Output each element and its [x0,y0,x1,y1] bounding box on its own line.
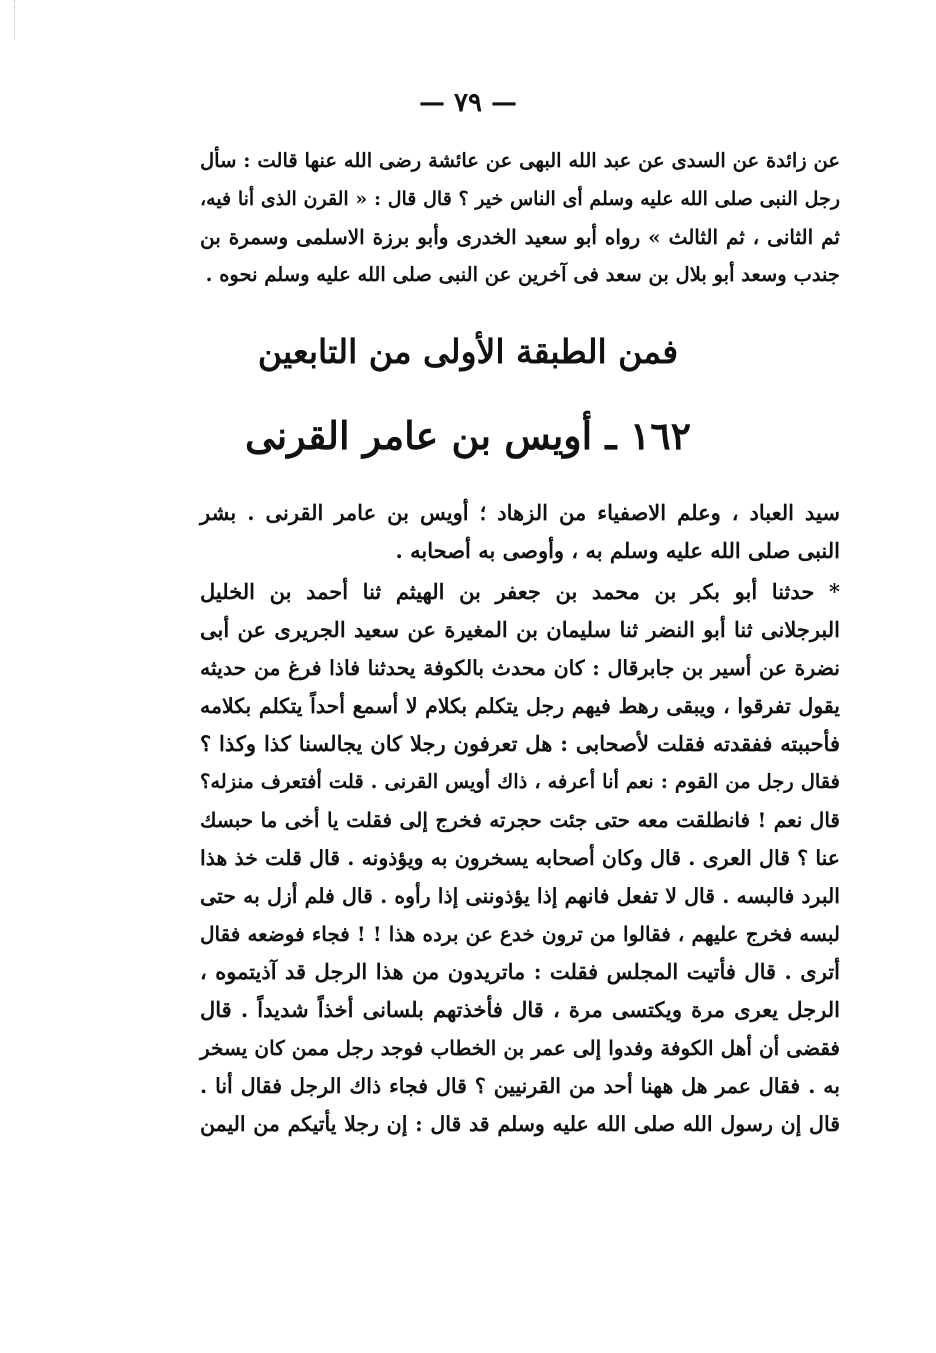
text-line: يقول تفرقوا ، ويبقى رهط فيهم رجل يتكلم بكلام لا أسمع أحداً يتكلم بكلامه [200,694,840,718]
text-line: فقضى أن أهل الكوفة وفدوا إلى عمر بن الخطاب فوجد رجل ممن كان يسخر [200,1036,840,1060]
text-line: فقال رجل من القوم : نعم أنا أعرفه ، ذاك أويس القرنى . قلت أفتعرف منزله؟ [200,770,840,793]
text-line: الرجل يعرى مرة ويكتسى مرة ، قال فأخذتهم بلسانى أخذاً شديداً . قال [200,997,840,1022]
paragraph-narration [200,573,840,1143]
text-line: جندب وسعد أبو بلال بن سعد فى آخرين عن النبى صلى الله عليه وسلم نحوه . [205,263,840,286]
text-line: قال إن رسول الله صلى الله عليه وسلم قد قال : إن رجلا يأتيكم من اليمن [200,1112,840,1136]
text-line: نضرة عن أسير بن جابرقال : كان محدث بالكوفة يحدثنا فاذا فرغ من حديثه [200,656,840,680]
paragraph-introduction [200,494,840,570]
text-line: عنا ؟ قال العرى . قال وكان أصحابه يسخرون به ويؤذونه . قال قلت خذ هذا [200,846,840,870]
text-line: فأحببته ففقدته فقلت لأصحابى : هل تعرفون رجلا كان يجالسنا كذا وكذا ؟ [200,731,840,756]
text-line: عن زائدة عن السدى عن عبد الله البهى عن عائشة رضى الله عنها قالت : سأل [200,149,840,172]
text-line: قال نعم ! فانطلقت معه حتى جئت حجرته فخرج إلى فقلت يا أخى ما حبسك [200,808,840,832]
text-line: سيد العباد ، وعلم الاصفياء من الزهاد ؛ أويس بن عامر القرنى . بشر [200,500,840,525]
text-line: رجل النبى صلى الله عليه وسلم أى الناس خير ؟ قال قال : « القرن الذى أنا فيه، [200,188,840,210]
text-line: لبسه فخرج عليهم ، فقالوا من ترون خدع عن برده هذا ! ! فجاء فوضعه فقال [200,922,840,946]
text-line: النبى صلى الله عليه وسلم به ، وأوصى به أصحابه . [395,538,840,563]
scan-edge-mark [0,0,15,40]
text-line: البرجلانى ثنا أبو النضر ثنا سليمان بن المغيرة عن سعيد الجريرى عن أبى [200,617,840,642]
section-heading: فمن الطبقة الأولى من التابعين [257,332,679,371]
text-line: ثم الثانى ، ثم الثالث » رواه أبو سعيد الخدرى وأبو برزة الاسلمى وسمرة بن [200,225,840,249]
text-line: * حدثنا أبو بكر بن محمد بن جعفر بن الهيثم ثنا أحمد بن الخليل [200,579,840,604]
text-line: أترى . قال فأتيت المجلس فقلت : ماتريدون من هذا الرجل قد آذيتموه ، [200,959,840,984]
entry-heading: ١٦٢ ـ أويس بن عامر القرنى [244,413,692,458]
paragraph-hadith-end [200,142,840,294]
text-line: البرد فالبسه . قال لا تفعل فانهم إذا يؤذوننى إذا رأوه . قال فلم أزل به حتى [200,884,840,908]
page-number: — ٧٩ — [418,88,518,118]
text-line: به . فقال عمر هل ههنا أحد من القرنيين ؟ قال فجاء ذاك الرجل فقال أنا . [200,1074,840,1098]
